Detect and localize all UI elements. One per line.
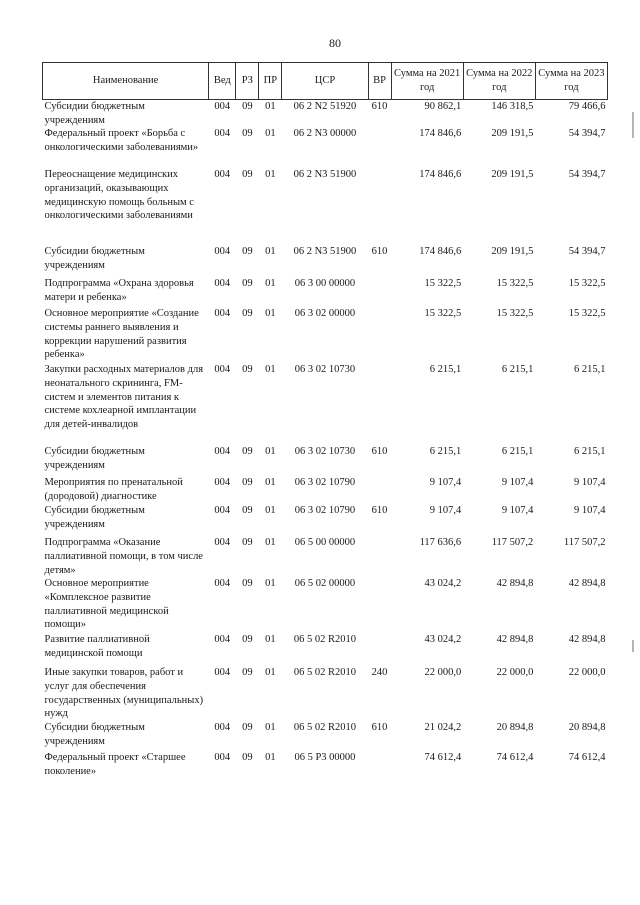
row-ved: 004	[214, 169, 231, 181]
row-vr	[368, 633, 391, 666]
row-vr	[368, 577, 391, 633]
row-pr: 01	[265, 578, 276, 590]
row-sum-2021: 22 000,0	[424, 667, 462, 679]
row-ved: 004	[214, 101, 231, 112]
header-csr: ЦСР	[282, 63, 368, 100]
row-sum-2023: 9 107,4	[574, 505, 606, 517]
row-pr: 01	[265, 169, 276, 181]
row-sum-2023: 6 215,1	[574, 446, 606, 458]
row-name: Развитие паллиативной медицинской помощи	[44, 634, 150, 659]
row-sum-2021: 15 322,5	[424, 308, 462, 320]
table-row	[43, 476, 608, 504]
row-sum-2021: 74 612,4	[424, 752, 462, 764]
row-sum-2023: 42 894,8	[568, 634, 606, 646]
table-row	[43, 307, 608, 363]
row-name: Субсидии бюджетным учреждениям	[44, 446, 145, 471]
row-sum-2021: 90 862,1	[424, 101, 462, 112]
row-sum-2021: 43 024,2	[424, 634, 462, 646]
scan-edge-mark	[632, 640, 634, 652]
row-vr	[368, 751, 391, 781]
row-sum-2022: 209 191,5	[491, 246, 534, 258]
row-rz: 09	[242, 246, 253, 258]
row-rz: 09	[242, 169, 253, 181]
table-body	[43, 100, 608, 782]
row-sum-2023: 22 000,0	[568, 667, 606, 679]
row-name: Субсидии бюджетным учреждениям	[44, 246, 145, 271]
row-pr: 01	[265, 477, 276, 489]
row-rz: 09	[242, 537, 253, 549]
table-row	[43, 245, 608, 277]
row-pr: 01	[265, 505, 276, 517]
row-sum-2022: 42 894,8	[496, 578, 534, 590]
row-vr	[368, 307, 391, 363]
row-sum-2023: 15 322,5	[568, 278, 606, 290]
row-sum-2021: 15 322,5	[424, 278, 462, 290]
row-ved: 004	[214, 578, 231, 590]
row-vr: 610	[371, 101, 388, 112]
row-sum-2022: 146 318,5	[491, 101, 534, 112]
header-sum-2023: Сумма на 2023 год	[535, 63, 607, 100]
row-sum-2022: 9 107,4	[501, 477, 534, 489]
row-sum-2023: 79 466,6	[568, 101, 606, 112]
table-row	[43, 445, 608, 476]
row-sum-2023: 54 394,7	[568, 128, 606, 140]
row-rz: 09	[242, 364, 253, 376]
table-row	[43, 127, 608, 168]
row-csr: 06 3 02 10790	[294, 505, 356, 517]
row-sum-2022: 22 000,0	[496, 667, 534, 679]
row-rz: 09	[242, 505, 253, 517]
row-ved: 004	[214, 128, 231, 140]
row-ved: 004	[214, 364, 231, 376]
header-pr: ПР	[259, 63, 282, 100]
row-ved: 004	[214, 634, 231, 646]
row-sum-2023: 9 107,4	[574, 477, 606, 489]
row-ved: 004	[214, 246, 231, 258]
row-name: Субсидии бюджетным учреждениям	[44, 722, 145, 747]
row-vr	[368, 277, 391, 307]
row-sum-2021: 9 107,4	[429, 477, 462, 489]
table-row	[43, 633, 608, 666]
header-vr: ВР	[368, 63, 391, 100]
row-ved: 004	[214, 722, 231, 734]
row-pr: 01	[265, 246, 276, 258]
row-vr: 610	[371, 446, 388, 458]
row-sum-2023: 54 394,7	[568, 246, 606, 258]
row-rz: 09	[242, 446, 253, 458]
table-header-row	[43, 63, 608, 100]
table-row	[43, 168, 608, 245]
header-rz: РЗ	[236, 63, 259, 100]
row-sum-2021: 6 215,1	[429, 364, 462, 376]
table-row	[43, 666, 608, 721]
row-sum-2023: 15 322,5	[568, 308, 606, 320]
row-ved: 004	[214, 537, 231, 549]
row-name: Мероприятия по пренатальной (дородовой) диагностике	[44, 477, 183, 502]
row-sum-2022: 15 322,5	[496, 308, 534, 320]
row-pr: 01	[265, 364, 276, 376]
row-ved: 004	[214, 667, 231, 679]
row-sum-2022: 15 322,5	[496, 278, 534, 290]
row-rz: 09	[242, 128, 253, 140]
table-row	[43, 536, 608, 577]
table-row	[43, 363, 608, 445]
header-ved: Вед	[209, 63, 236, 100]
row-vr	[368, 536, 391, 577]
row-csr: 06 5 00 00000	[294, 537, 356, 549]
row-vr	[368, 127, 391, 168]
row-sum-2021: 174 846,6	[419, 169, 462, 181]
row-name: Закупки расходных материалов для неонатального скрининга, FM-систем и элементов питания к системе кохлеарной имплантации для детей-инвалидов	[44, 364, 204, 430]
row-name: Иные закупки товаров, работ и услуг для обеспечения государственных (муниципальных) нужд	[44, 667, 204, 720]
scan-edge-mark	[632, 112, 634, 138]
row-csr: 06 5 02 R2010	[293, 634, 357, 646]
row-rz: 09	[242, 634, 253, 646]
row-vr	[368, 476, 391, 504]
row-name: Переоснащение медицинских организаций, оказывающих медицинскую помощь больным с онкологическими заболеваниями	[44, 169, 194, 222]
table-row	[43, 504, 608, 536]
row-vr: 240	[371, 667, 388, 679]
row-name: Основное мероприятие «Создание системы раннего выявления и коррекции нарушений развития ребенка»	[44, 308, 199, 361]
row-csr: 06 5 02 00000	[294, 578, 356, 590]
row-sum-2021: 6 215,1	[429, 446, 462, 458]
row-vr: 610	[371, 722, 388, 734]
row-sum-2021: 174 846,6	[419, 246, 462, 258]
row-pr: 01	[265, 667, 276, 679]
row-pr: 01	[265, 101, 276, 112]
row-rz: 09	[242, 101, 253, 112]
row-sum-2022: 74 612,4	[496, 752, 534, 764]
row-sum-2022: 209 191,5	[491, 128, 534, 140]
page-number: 80	[329, 36, 341, 50]
row-csr: 06 2 N2 51920	[293, 101, 357, 112]
table-row	[43, 721, 608, 751]
row-pr: 01	[265, 722, 276, 734]
row-name: Основное мероприятие «Комплексное развитие паллиативной медицинской помощи»	[44, 578, 169, 631]
row-sum-2022: 117 507,2	[491, 537, 534, 549]
row-csr: 06 2 N3 00000	[293, 128, 357, 140]
row-rz: 09	[242, 722, 253, 734]
row-ved: 004	[214, 308, 231, 320]
row-vr	[368, 363, 391, 445]
table-row	[43, 751, 608, 781]
row-sum-2021: 9 107,4	[429, 505, 462, 517]
row-name: Федеральный проект «Старшее поколение»	[44, 752, 186, 777]
row-csr: 06 5 02 R2010	[293, 667, 357, 679]
row-csr: 06 3 02 10790	[294, 477, 356, 489]
header-name: Наименование	[43, 63, 209, 100]
header-sum-2021: Сумма на 2021 год	[391, 63, 463, 100]
row-sum-2023: 20 894,8	[568, 722, 606, 734]
row-ved: 004	[214, 446, 231, 458]
row-csr: 06 5 02 R2010	[293, 722, 357, 734]
budget-table	[42, 62, 608, 781]
row-name: Субсидии бюджетным учреждениям	[44, 101, 145, 126]
table-row	[43, 100, 608, 128]
row-sum-2022: 9 107,4	[501, 505, 534, 517]
row-vr: 610	[371, 246, 388, 258]
row-vr	[368, 168, 391, 245]
row-sum-2022: 6 215,1	[501, 446, 534, 458]
row-pr: 01	[265, 308, 276, 320]
row-sum-2022: 6 215,1	[501, 364, 534, 376]
row-name: Подпрограмма «Охрана здоровья матери и ребенка»	[44, 278, 194, 303]
row-pr: 01	[265, 752, 276, 764]
row-csr: 06 5 P3 00000	[294, 752, 356, 764]
row-rz: 09	[242, 278, 253, 290]
row-sum-2021: 21 024,2	[424, 722, 462, 734]
row-sum-2021: 117 636,6	[419, 537, 462, 549]
row-pr: 01	[265, 634, 276, 646]
row-rz: 09	[242, 477, 253, 489]
row-name: Подпрограмма «Оказание паллиативной помощи, в том числе детям»	[44, 537, 203, 576]
table-row	[43, 577, 608, 633]
row-ved: 004	[214, 278, 231, 290]
row-sum-2021: 174 846,6	[419, 128, 462, 140]
row-rz: 09	[242, 667, 253, 679]
row-ved: 004	[214, 505, 231, 517]
row-pr: 01	[265, 278, 276, 290]
row-pr: 01	[265, 446, 276, 458]
table-row	[43, 277, 608, 307]
row-vr: 610	[371, 505, 388, 517]
row-rz: 09	[242, 308, 253, 320]
row-sum-2023: 74 612,4	[568, 752, 606, 764]
row-name: Субсидии бюджетным учреждениям	[44, 505, 145, 530]
row-csr: 06 3 02 00000	[294, 308, 356, 320]
row-sum-2022: 42 894,8	[496, 634, 534, 646]
row-ved: 004	[214, 477, 231, 489]
row-sum-2021: 43 024,2	[424, 578, 462, 590]
row-csr: 06 3 02 10730	[294, 446, 356, 458]
row-sum-2023: 117 507,2	[563, 537, 606, 549]
row-name: Федеральный проект «Борьба с онкологическими заболеваниями»	[44, 128, 199, 153]
row-pr: 01	[265, 128, 276, 140]
row-sum-2022: 209 191,5	[491, 169, 534, 181]
row-rz: 09	[242, 578, 253, 590]
row-csr: 06 3 02 10730	[294, 364, 356, 376]
row-csr: 06 3 00 00000	[294, 278, 356, 290]
row-sum-2022: 20 894,8	[496, 722, 534, 734]
row-rz: 09	[242, 752, 253, 764]
row-csr: 06 2 N3 51900	[293, 246, 357, 258]
row-ved: 004	[214, 752, 231, 764]
header-sum-2022: Сумма на 2022 год	[463, 63, 535, 100]
row-pr: 01	[265, 537, 276, 549]
row-sum-2023: 6 215,1	[574, 364, 606, 376]
row-sum-2023: 42 894,8	[568, 578, 606, 590]
row-csr: 06 2 N3 51900	[293, 169, 357, 181]
row-sum-2023: 54 394,7	[568, 169, 606, 181]
